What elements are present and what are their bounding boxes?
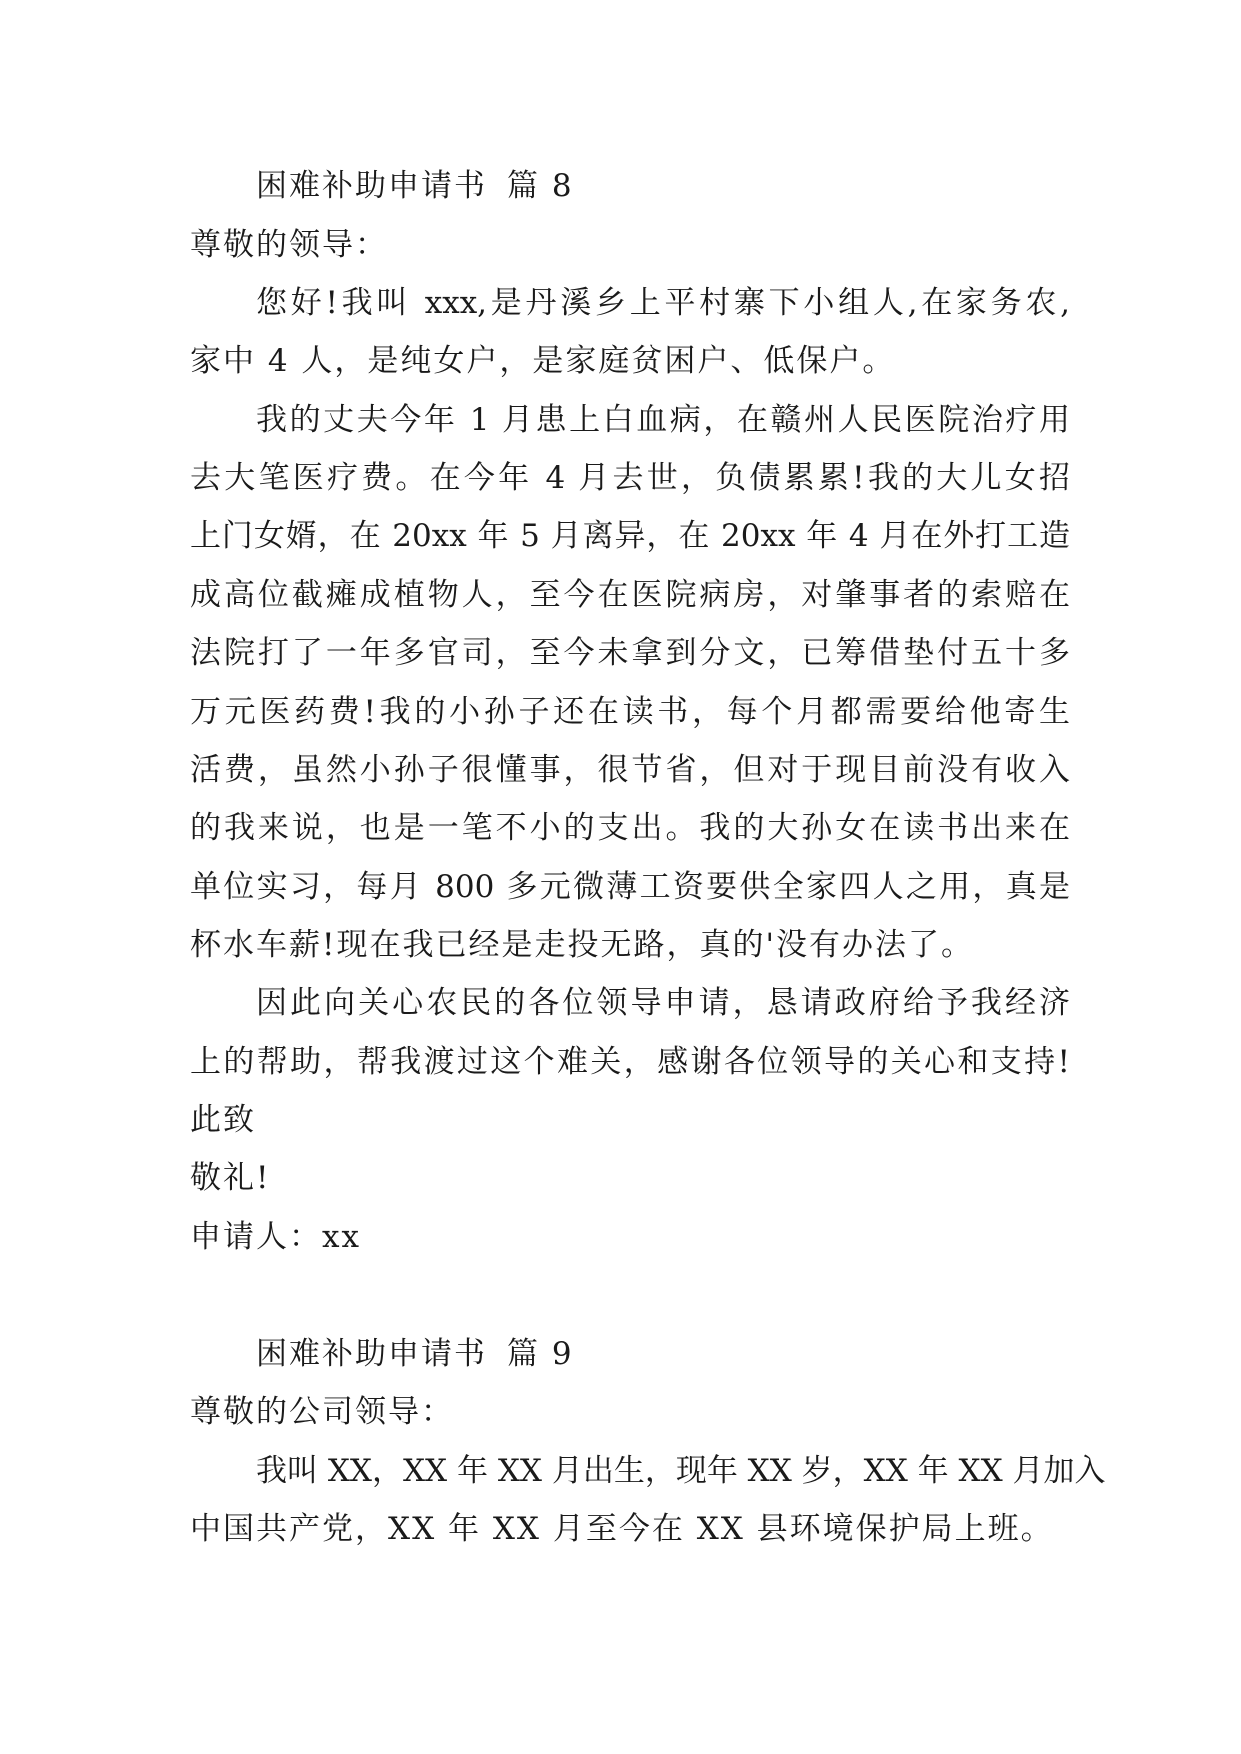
section-9-title: 困难补助申请书 — [256, 1336, 487, 1372]
section-9-paragraph-1-line: 我叫 XX，XX 年 XX 月出生，现年 XX 岁，XX 年 XX 月加入 — [256, 1453, 1106, 1489]
section-9-number: 篇 9 — [507, 1336, 574, 1372]
section-8-paragraph-2-line: 去大笔医疗费。在今年 4 月去世，负债累累!我的大儿女招 — [190, 460, 1070, 496]
section-8-paragraph-1-line: 您好!我叫 xxx,是丹溪乡上平村寨下小组人,在家务农, — [256, 285, 1070, 321]
section-8-paragraph-2-line: 杯水车薪!现在我已经是走投无路，真的'没有办法了。 — [190, 927, 974, 963]
section-8-number: 篇 8 — [507, 168, 574, 204]
section-8-paragraph-2-line: 万元医药费!我的小孙子还在读书，每个月都需要给他寄生 — [190, 694, 1070, 730]
section-8-paragraph-3-line: 因此向关心农民的各位领导申请，恳请政府给予我经济 — [256, 985, 1070, 1021]
section-8-paragraph-2-line: 单位实习，每月 800 多元微薄工资要供全家四人之用，真是 — [190, 869, 1070, 905]
section-8-paragraph-2-line: 的我来说，也是一笔不小的支出。我的大孙女在读书出来在 — [190, 810, 1070, 846]
section-8-paragraph-2-line: 成高位截瘫成植物人，至今在医院病房，对肇事者的索赔在 — [190, 577, 1070, 613]
section-8-salutation: 尊敬的领导： — [190, 227, 388, 263]
section-8-closing-line-2: 敬礼! — [190, 1160, 271, 1196]
section-8-heading — [256, 166, 1070, 206]
section-8-paragraph-2-line: 我的丈夫今年 1 月患上白血病，在赣州人民医院治疗用 — [256, 402, 1070, 438]
section-8-paragraph-1-line: 家中 4 人，是纯女户，是家庭贫困户、低保户。 — [190, 343, 896, 379]
section-8-paragraph-2-line: 上门女婿，在 20xx 年 5 月离异，在 20xx 年 4 月在外打工造 — [190, 518, 1070, 554]
section-9-salutation: 尊敬的公司领导： — [190, 1394, 454, 1430]
section-8-closing-line-1: 此致 — [190, 1102, 256, 1138]
section-8-paragraph-3-line: 上的帮助，帮我渡过这个难关，感谢各位领导的关心和支持! — [190, 1044, 1070, 1080]
section-8-title: 困难补助申请书 — [256, 168, 487, 204]
section-8-paragraph-2-line: 活费，虽然小孙子很懂事，很节省，但对于现目前没有收入 — [190, 752, 1070, 788]
section-8-paragraph-2-line: 法院打了一年多官司，至今未拿到分文，已筹借垫付五十多 — [190, 635, 1070, 671]
section-9-heading — [256, 1334, 1070, 1374]
section-8-signature: 申请人：xx — [190, 1219, 361, 1255]
section-9-paragraph-1-line: 中国共产党，XX 年 XX 月至今在 XX 县环境保护局上班。 — [190, 1511, 1054, 1547]
